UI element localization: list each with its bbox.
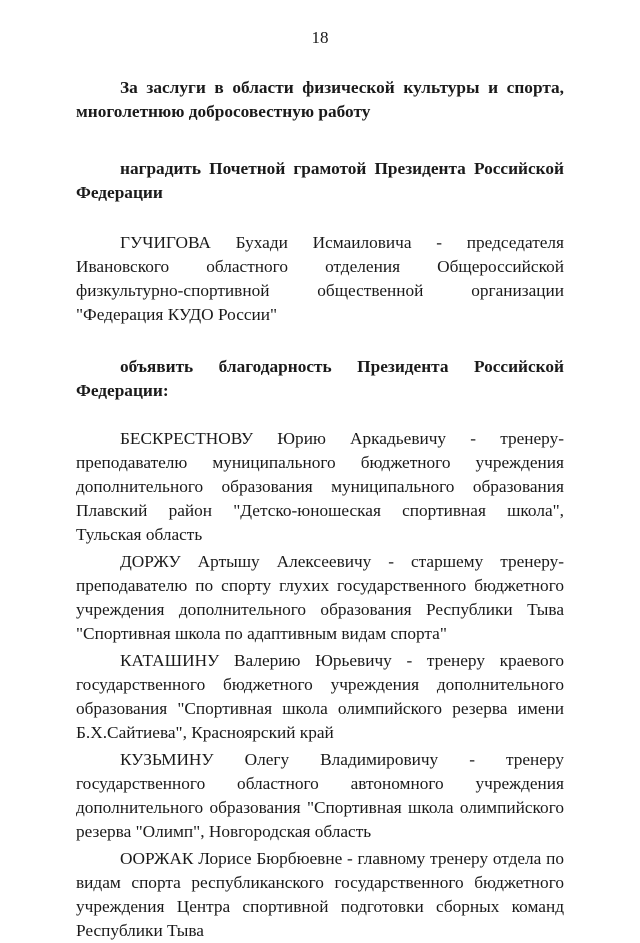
gratitude-list [76,427,564,943]
merit-heading: За заслуги в области физической культуры и спорта, многолетнюю добросовестную работу [76,78,564,121]
gratitude-recipient: БЕСКРЕСТНОВУ Юрию Аркадьевичу - тренеру-преподавателю муниципального бюджетного учреждения дополнительного образования муниципального образования Плавский район "Детско-юношеская спортивная школа", Тульская область [76,429,564,544]
gratitude-recipient: КУЗЬМИНУ Олегу Владимировичу - тренеру государственного областного автономного учреждения дополнительного образования "Спортивная школа олимпийского резерва "Олимп", Новгородская область [76,750,564,841]
award-recipient: ГУЧИГОВА Бухади Исмаиловича - председателя Ивановского областного отделения Общероссийской физкультурно-спортивной общественной организации "Федерация КУДО России" [76,233,564,324]
page-number: 18 [311,28,329,47]
gratitude-recipient: КАТАШИНУ Валерию Юрьевичу - тренеру краевого государственного бюджетного учреждения дополнительного образования "Спортивная школа олимпийского резерва имени Б.Х.Сайтиева", Красноярский край [76,651,564,742]
gratitude-heading: объявить благодарность Президента Российской Федерации: [76,357,564,400]
document-body [76,76,564,943]
gratitude-recipient: ООРЖАК Лорисе Бюрбюевне - главному тренеру отдела по видам спорта республиканского государственного бюджетного учреждения Центра спортивной подготовки сборных команд Республики Тыва [76,849,564,940]
gratitude-recipient: ДОРЖУ Артышу Алексеевичу - старшему тренеру-преподавателю по спорту глухих государственного бюджетного учреждения дополнительного образования Республики Тыва "Спортивная школа по адаптивным видам спорта" [76,552,564,643]
award-heading: наградить Почетной грамотой Президента Российской Федерации [76,159,564,202]
